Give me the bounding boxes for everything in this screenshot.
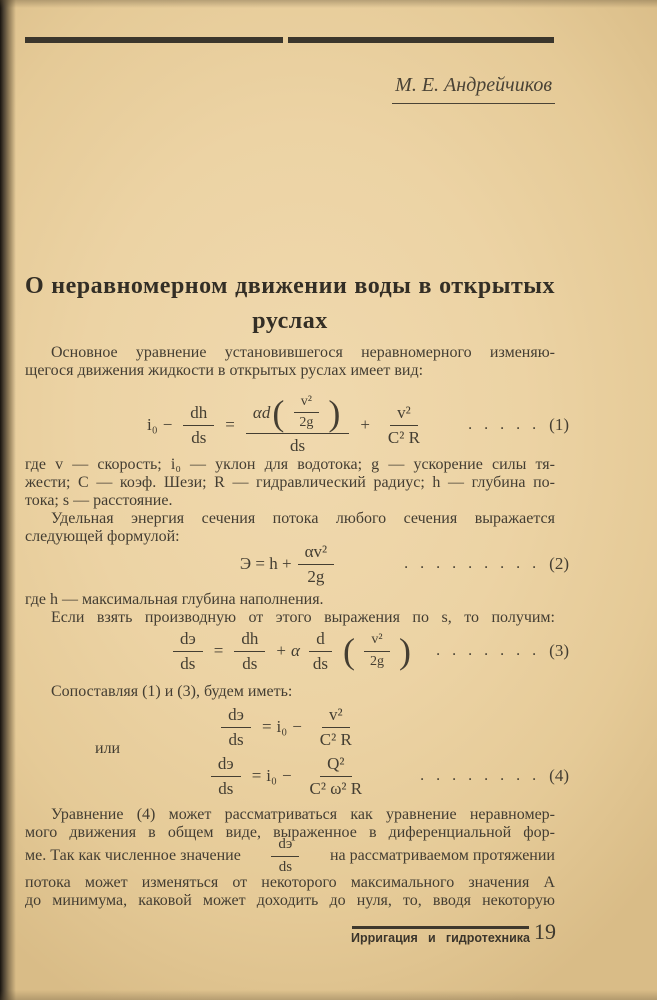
where2-line-1: где h — максимальная глубина наполнения. [25, 591, 324, 608]
fraction-de-ds: $\frac{dэ}{ds}$ [173, 629, 203, 673]
footer-rule [352, 926, 529, 929]
scan-shadow-bottom [0, 990, 657, 1000]
author-byline [392, 74, 555, 104]
right-paren: ) [399, 630, 412, 671]
where1-line-2: жести; С — коэф. Шези; R — гидравлический радиус; h — глубина по- [25, 474, 555, 491]
equation-1 [25, 388, 569, 462]
book-binding-shadow [0, 0, 16, 1000]
left-paren: ( [343, 630, 356, 671]
journal-name: Ирригация и гидротехника [351, 931, 530, 945]
final-line-5: до минимума, каковой может доходить до нуля, то, вводя некоторую [25, 892, 555, 909]
where1-line-4: Удельная энергия сечения потока любого сечения выражается [51, 510, 555, 527]
fraction-de-ds: $\frac{dэ}{ds}$ [211, 754, 241, 798]
eq1-plus: + [360, 415, 370, 434]
eq1-number: (1) [549, 415, 569, 434]
fraction-v2-c2r: $\frac{\text{v²}}{\text{C² R}}$ [387, 402, 420, 447]
header-rule-left [25, 37, 283, 43]
eq1-i0: i₀ [147, 415, 158, 434]
right-paren: ) [328, 392, 341, 433]
eq4-dots: . . . . . . . . [420, 767, 540, 784]
scan-shadow-top [0, 0, 657, 8]
eq3-alpha: α [290, 641, 300, 660]
equation-4b [25, 753, 569, 799]
equation-2 [25, 540, 569, 588]
fraction-v2-2g: $\frac{\text{v²}}{2g}$ [363, 632, 391, 669]
eq4a-i0: i₀ [276, 717, 288, 736]
final-line-3 [25, 836, 555, 875]
eq1-minus: − [162, 415, 173, 434]
eq1-alpha-d: αd [252, 402, 271, 422]
eq4b-equals: = [251, 766, 262, 785]
equation-3 [25, 628, 569, 674]
author-name: М. Е. Андрейчиков [392, 74, 555, 104]
final-line-3-text-b: на рассматриваемом протяжении [329, 847, 555, 864]
article-title-line-1: О неравномерном движении воды в открытых [25, 273, 555, 299]
fraction-de-ds: $\frac{dэ}{ds}$ [221, 705, 251, 749]
fraction-v2-2g: $\frac{\text{v²}}{2g}$ [292, 394, 320, 431]
eq4-number: (4) [549, 766, 569, 785]
or-word: или [95, 740, 121, 757]
final-line-4: потока может изменяться от некоторого максимального значения А [25, 874, 555, 891]
final-line-3-text-a: ме. Так как численное значение [25, 847, 241, 864]
intro-line-1: Основное уравнение установившегося неравномерного изменяю- [51, 344, 555, 361]
eq3-dots: . . . . . . . [436, 642, 540, 659]
where2-line-2: Если взять производную от этого выражения по s, то получим: [51, 609, 555, 626]
eq3-number: (3) [549, 641, 569, 660]
fraction-q2-c2w2r: $\frac{\text{Q²}}{\text{C² ω² R}}$ [309, 753, 363, 798]
page-number: 19 [534, 919, 556, 944]
eq2-lhs: Э = h + [239, 554, 292, 573]
fraction-dh-ds: $\frac{dh}{ds}$ [183, 403, 214, 447]
eq2-dots: . . . . . . . . . [404, 555, 540, 572]
eq1-equals: = [225, 415, 235, 434]
eq3-plus: + [276, 641, 286, 660]
article-title-line-2: руслах [252, 308, 328, 334]
left-paren: ( [272, 392, 285, 433]
final-line-1: Уравнение (4) может рассматриваться как уравнение неравномер- [51, 806, 555, 823]
fraction-d-ds: $\frac{d}{ds}$ [306, 629, 335, 673]
eq3-equals: = [213, 641, 224, 660]
eq1-dots: . . . . . [468, 416, 540, 433]
fraction-alpha-d-v2-2g-ds: αd ( $\frac{\text{v²}}{2g}$ ) ds [246, 394, 349, 456]
fraction-alpha-v2-2g: $\frac{\text{αv²}}{2g}$ [298, 542, 335, 586]
where1-line-3: тока; s — расстояние. [25, 492, 173, 509]
where1-line-5: следующей формулой: [25, 528, 180, 545]
eq4b-minus: − [281, 766, 292, 785]
header-rule-right [288, 37, 554, 43]
fraction-dh-ds: $\frac{dh}{ds}$ [234, 629, 265, 673]
eq4a-equals: = [261, 717, 272, 736]
inline-fraction-de-ds: $\frac{dэ}{ds}$ [271, 836, 299, 876]
eq4b-i0: i₀ [266, 766, 277, 785]
compare-line: Сопоставляя (1) и (3), будем иметь: [51, 683, 293, 700]
fraction-v2-c2r: $\frac{\text{v²}}{\text{C² R}}$ [319, 704, 352, 749]
eq2-number: (2) [549, 554, 569, 573]
intro-line-2: щегося движения жидкости в открытых руслах имеет вид: [25, 362, 424, 379]
final-line-2: мого движения в общем виде, выраженное в диференциальной фор- [25, 824, 555, 841]
eq4a-minus: − [292, 717, 302, 736]
where1-line-1: где v — скорость; i₀ — уклон для водотока; g — ускорение силы тя- [25, 456, 555, 473]
